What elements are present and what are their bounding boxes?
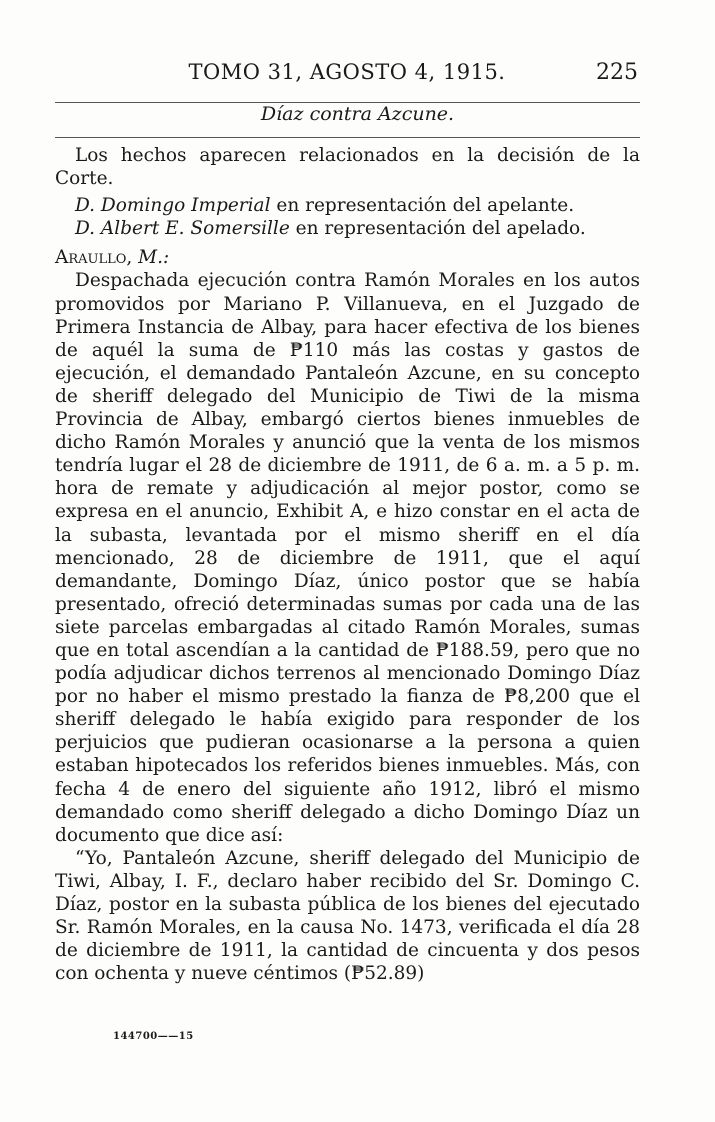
running-head: [52, 58, 642, 98]
opinion-author: [55, 246, 640, 269]
counsel-appellant-role: en representación del apelante.: [270, 195, 575, 217]
counsel-appellee-name: D. Albert E. Somersille: [75, 218, 290, 240]
counsel-appellant: [55, 194, 640, 217]
header-rule-bottom: [55, 137, 640, 138]
case-title: Díaz contra Azcune.: [260, 103, 455, 125]
printer-mark: 144700——15: [113, 1031, 194, 1042]
author-name: Araullo,: [55, 247, 133, 269]
intro-paragraph: Los hechos aparecen relacionados en la decisión de la Corte.: [55, 145, 640, 190]
opinion-paragraph-2: “Yo, Pantaleón Azcune, sheriff delegado del Municipio de Tiwi, Albay, I. F., declaro haber recibido del Sr. Domingo C. Díaz, postor en la subasta pública de los bienes del ejecutado Sr. Ramón Morales, en la causa No. 1473, verificada el día 28 de diciembre de 1911, la cantidad de cincuenta y dos pesos con ochenta y nueve céntimos (₱52.89): [55, 847, 640, 985]
counsel-appellee: [55, 217, 640, 240]
volume-date-title: TOMO 31, AGOSTO 4, 1915.: [188, 60, 506, 84]
opinion-paragraph-1: Despachada ejecución contra Ramón Morales en los autos promovidos por Mariano P. Villanueva, en el Juzgado de Primera Instancia de Albay, para hacer efectiva de los bienes de aquél la suma de ₱110 más las costas y gastos de ejecución, el demandado Pantaleón Azcune, en su concepto de sheriff delegado del Municipio de Tiwi de la misma Provincia de Albay, embargó ciertos bienes inmuebles de dicho Ramón Morales y anunció que la venta de los mismos tendría lugar el 28 de diciembre de 1911, de 6 a. m. a 5 p. m. hora de remate y adjudicación al mejor postor, como se expresa en el anuncio, Exhibit A, e hizo constar en el acta de la subasta, levantada por el mismo sheriff en el día mencionado, 28 de diciembre de 1911, que el aquí demandante, Domingo Díaz, único postor que se había presentado, ofreció determinadas sumas por cada una de las siete parcelas embargadas al citado Ramón Morales, sumas que en total ascendían a la cantidad de ₱188.59, pero que no podía adjudicar dichos terrenos al mencionado Domingo Díaz por no haber el mismo prestado la fianza de ₱8,200 que el sheriff delegado le había exigido para responder de los perjuicios que pudieran ocasionarse a la persona a quien estaban hipotecados los referidos bienes inmuebles. Más, con fecha 4 de enero del siguiente año 1912, libró el mismo demandado como sheriff delegado a dicho Domingo Díaz un documento que dice así:: [55, 270, 640, 846]
counsel-appellee-role: en representación del apelado.: [289, 218, 586, 240]
body-text: [55, 144, 640, 985]
author-suffix: M.:: [132, 247, 170, 269]
counsel-appellant-name: D. Domingo Imperial: [75, 195, 271, 217]
page-number: 225: [596, 60, 638, 85]
